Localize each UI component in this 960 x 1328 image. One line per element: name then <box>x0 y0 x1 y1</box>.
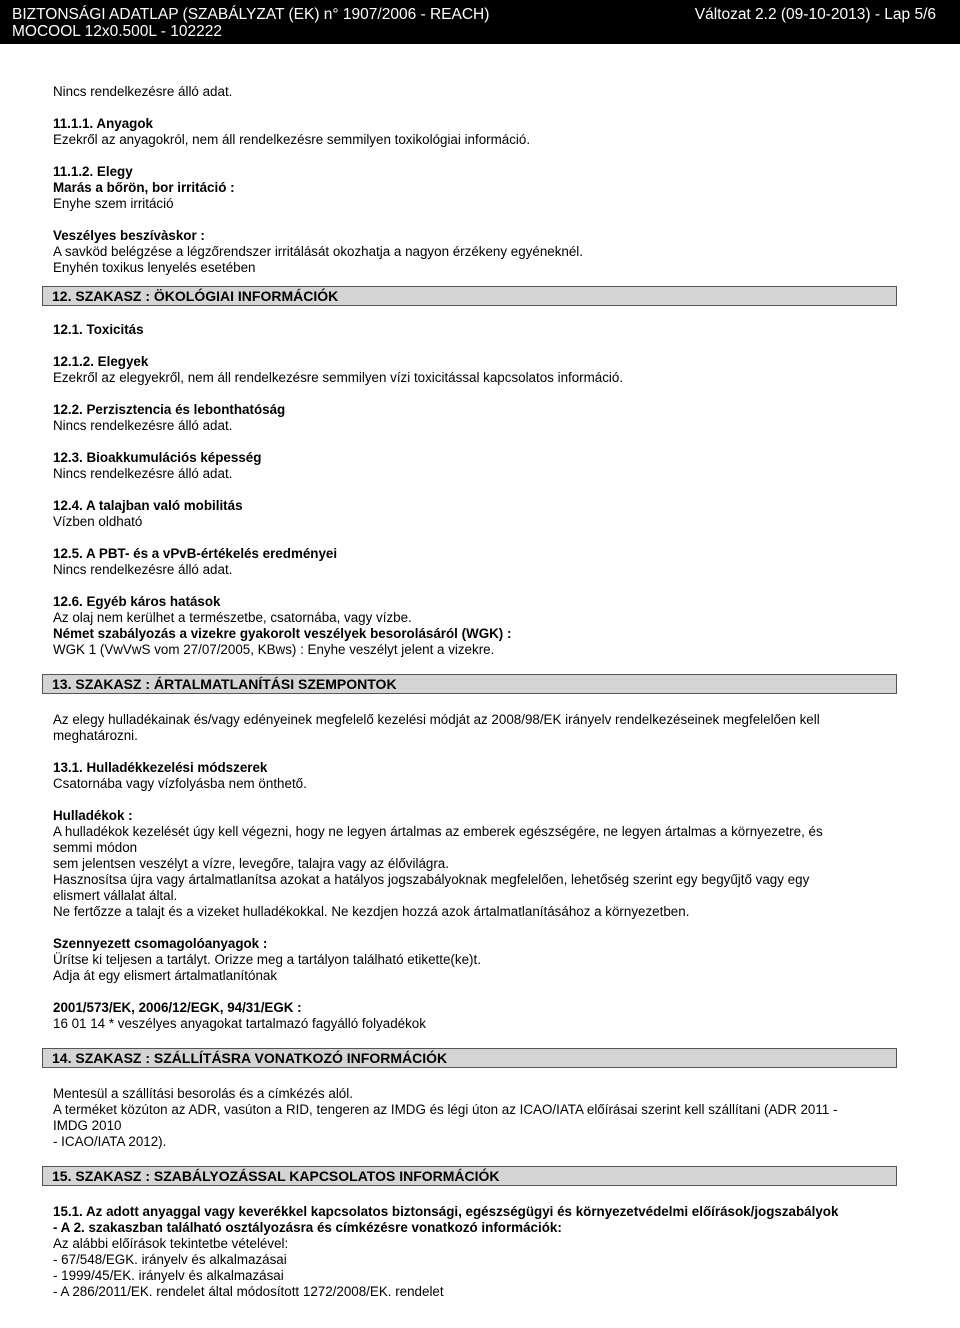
subsection-13-1-title: 13.1. Hulladékkezelési módszerek <box>53 760 268 775</box>
subsection-12-4-text: Vízben oldható <box>53 514 143 529</box>
subsection-12-6-text: Az olaj nem kerülhet a természetbe, csatornába, vagy vízbe. <box>53 610 412 625</box>
waste-line-2: semmi módon <box>53 840 138 855</box>
product-name: MOCOOL 12x0.500L - 102222 <box>12 23 222 40</box>
transport-line-1: Mentesül a szállítási besorolás és a címkézés alól. <box>53 1086 353 1101</box>
subsection-12-1-2-text: Ezekről az elegyekről, nem áll rendelkezésre semmilyen vízi toxicitással kapcsolatos információ. <box>53 370 624 385</box>
section-12-heading: 12. SZAKASZ : ÖKOLÓGIAI INFORMÁCIÓK <box>42 286 897 306</box>
version-page: Változat 2.2 (09-10-2013) - Lap 5/6 <box>694 6 936 23</box>
waste-line-4: Hasznosítsa újra vagy ártalmatlanítsa azokat a hatályos jogszabályoknak megfelelően, lehetőség szerint egy begyűjtő vagy egy <box>53 872 810 887</box>
waste-line-3: sem jelentsen veszélyt a vízre, levegőre, talajra vagy az élővilágra. <box>53 856 449 871</box>
document-body <box>53 84 913 1300</box>
waste-line-5: elismert vállalat által. <box>53 888 178 903</box>
subsection-12-6-title: 12.6. Egyéb káros hatások <box>53 594 221 609</box>
waste-codes-title: 2001/573/EK, 2006/12/EGK, 94/31/EGK : <box>53 1000 302 1015</box>
skin-irritation-title: Marás a bőrön, bor irritáció : <box>53 180 235 195</box>
subsection-12-2-text: Nincs rendelkezésre álló adat. <box>53 418 233 433</box>
transport-line-4: - ICAO/IATA 2012). <box>53 1134 167 1149</box>
subsection-12-1-2-title: 12.1.2. Elegyek <box>53 354 149 369</box>
subsection-12-3-title: 12.3. Bioakkumulációs képesség <box>53 450 262 465</box>
subsection-15-1-title-line-2: - A 2. szakaszban található osztályozásra és címkézésre vonatkozó információk: <box>53 1220 562 1235</box>
section-13-intro-line-2: meghatározni. <box>53 728 138 743</box>
document-header <box>0 0 960 44</box>
no-data-text: Nincs rendelkezésre álló adat. <box>53 84 233 99</box>
inhalation-title: Veszélyes beszívàskor : <box>53 228 205 243</box>
subsection-11-1-1-text: Ezekről az anyagokról, nem áll rendelkezésre semmilyen toxikológiai információ. <box>53 132 531 147</box>
subsection-15-1-title-line-1: 15.1. Az adott anyaggal vagy keverékkel kapcsolatos biztonsági, egészségügyi és környezetvédelmi előírások/jogszabályok <box>53 1204 839 1219</box>
skin-irritation-text: Enyhe szem irritáció <box>53 196 174 211</box>
waste-line-1: A hulladékok kezelését úgy kell végezni, hogy ne legyen ártalmas az emberek egészségére, ne legyen ártalmas a környezetre, és <box>53 824 823 839</box>
packaging-line-2: Adja át egy elismert ártalmatlanítónak <box>53 968 278 983</box>
section-13-heading: 13. SZAKASZ : ÁRTALMATLANÍTÁSI SZEMPONTOK <box>42 674 897 694</box>
subsection-12-3-text: Nincs rendelkezésre álló adat. <box>53 466 233 481</box>
wgk-title: Német szabályozás a vizekre gyakorolt veszélyek besorolásáról (WGK) : <box>53 626 512 641</box>
waste-codes-text: 16 01 14 * veszélyes anyagokat tartalmazó fagyálló folyadékok <box>53 1016 426 1031</box>
inhalation-text: A savköd belégzése a légzőrendszer irritálását okozhatja a nagyon érzékeny egyéneknél. <box>53 244 584 259</box>
wgk-text: WGK 1 (VwVwS vom 27/07/2005, KBws) : Enyhe veszélyt jelent a vizekre. <box>53 642 495 657</box>
transport-line-2: A terméket közúton az ADR, vasúton a RID, tengeren az IMDG és légi úton az ICAO/IATA előírásai szerint kell szállítani (ADR 2011 - <box>53 1102 838 1117</box>
regulation-line-1: Az alábbi előírások tekintetbe vételével: <box>53 1236 289 1251</box>
section-15-heading: 15. SZAKASZ : SZABÁLYOZÁSSAL KAPCSOLATOS INFORMÁCIÓK <box>42 1166 897 1186</box>
packaging-title: Szennyezett csomagolóanyagok : <box>53 936 268 951</box>
waste-line-6: Ne fertőzze a talajt és a vizeket hulladékokkal. Ne kezdjen hozzá azok ártalmatlanításához a környezetben. <box>53 904 690 919</box>
document-title: BIZTONSÁGI ADATLAP (SZABÁLYZAT (EK) n° 1907/2006 - REACH) <box>12 6 490 23</box>
subsection-12-5-text: Nincs rendelkezésre álló adat. <box>53 562 233 577</box>
packaging-line-1: Ürítse ki teljesen a tartályt. Orizze meg a tartályon található etikette(ke)t. <box>53 952 481 967</box>
transport-line-3: IMDG 2010 <box>53 1118 122 1133</box>
regulation-line-2: - 67/548/EGK. irányelv és alkalmazásai <box>53 1252 287 1267</box>
subsection-13-1-text: Csatornába vagy vízfolyásba nem önthető. <box>53 776 307 791</box>
regulation-line-4: - A 286/2011/EK. rendelet által módosított 1272/2008/EK. rendelet <box>53 1284 444 1299</box>
section-13-intro-line-1: Az elegy hulladékainak és/vagy edényeinek megfelelő kezelési módját az 2008/98/EK irányelv rendelkezéseinek megfelelően kell <box>53 712 820 727</box>
waste-title: Hulladékok : <box>53 808 133 823</box>
subsection-11-1-1-title: 11.1.1. Anyagok <box>53 116 153 131</box>
subsection-12-4-title: 12.4. A talajban való mobilitás <box>53 498 243 513</box>
subsection-11-1-2-title: 11.1.2. Elegy <box>53 164 133 179</box>
ingestion-text: Enyhén toxikus lenyelés esetében <box>53 260 256 275</box>
subsection-12-5-title: 12.5. A PBT- és a vPvB-értékelés eredményei <box>53 546 338 561</box>
regulation-line-3: - 1999/45/EK. irányelv és alkalmazásai <box>53 1268 284 1283</box>
subsection-12-2-title: 12.2. Perzisztencia és lebonthatóság <box>53 402 286 417</box>
section-14-heading: 14. SZAKASZ : SZÁLLÍTÁSRA VONATKOZÓ INFORMÁCIÓK <box>42 1048 897 1068</box>
subsection-12-1-title: 12.1. Toxicitás <box>53 322 144 337</box>
